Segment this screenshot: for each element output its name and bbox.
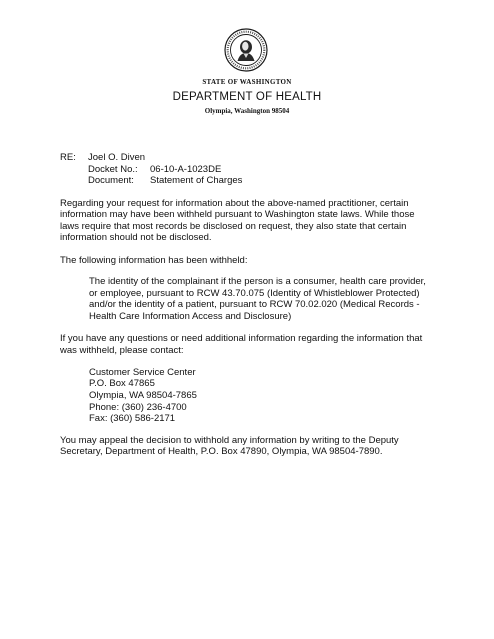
docket-value: 06-10-A-1023DE [150,163,222,175]
paragraph1-line: information should not be disclosed. [60,232,212,244]
withheld-intro: The following information has been withheld: [60,254,248,266]
contact-name: Customer Service Center [89,366,196,378]
contact-fax: Fax: (360) 586-2171 [89,413,176,425]
washington-state-seal-icon [224,28,268,72]
paragraph1-line: Regarding your request for information about the above-named practitioner, certain [60,197,409,209]
withheld-detail-line: Health Care Information Access and Disclosure) [89,310,292,322]
contact-city: Olympia, WA 98504-7865 [89,390,197,401]
paragraph1-line: laws require that most records be disclosed on request, they also state that certain [60,220,407,232]
letterhead-department: DEPARTMENT OF HEALTH [172,91,322,103]
letterhead-address: Olympia, Washington 98504 [204,107,290,115]
contact-intro-line: If you have any questions or need additional information regarding the information that [60,333,423,344]
appeal-line: You may appeal the decision to withhold any information by writing to the Deputy [60,434,399,446]
contact-po-box: P.O. Box 47865 [89,378,155,390]
letterhead-state: STATE OF WASHINGTON [202,78,292,86]
paragraph1-line: information may have been withheld pursuant to Washington state laws. While those [60,209,415,221]
re-label: RE: [60,152,76,163]
contact-phone: Phone: (360) 236-4700 [89,401,187,413]
withheld-detail-line: The identity of the complainant if the person is a consumer, health care provider, [89,276,426,287]
document-value: Statement of Charges [150,175,243,187]
withheld-detail-line: and/or the identity of a patient, pursuant to RCW 70.02.020 (Medical Records - [89,299,420,311]
contact-intro-line: was withheld, please contact: [60,344,184,356]
re-name: Joel O. Diven [88,152,146,163]
docket-label: Docket No.: [88,163,138,175]
withheld-detail-line: or employee, pursuant to RCW 43.70.075 (Identity of Whistleblower Protected) [89,287,420,299]
document-label: Document: [88,175,134,187]
appeal-line: Secretary, Department of Health, P.O. Box 47890, Olympia, WA 98504-7890. [60,446,383,458]
